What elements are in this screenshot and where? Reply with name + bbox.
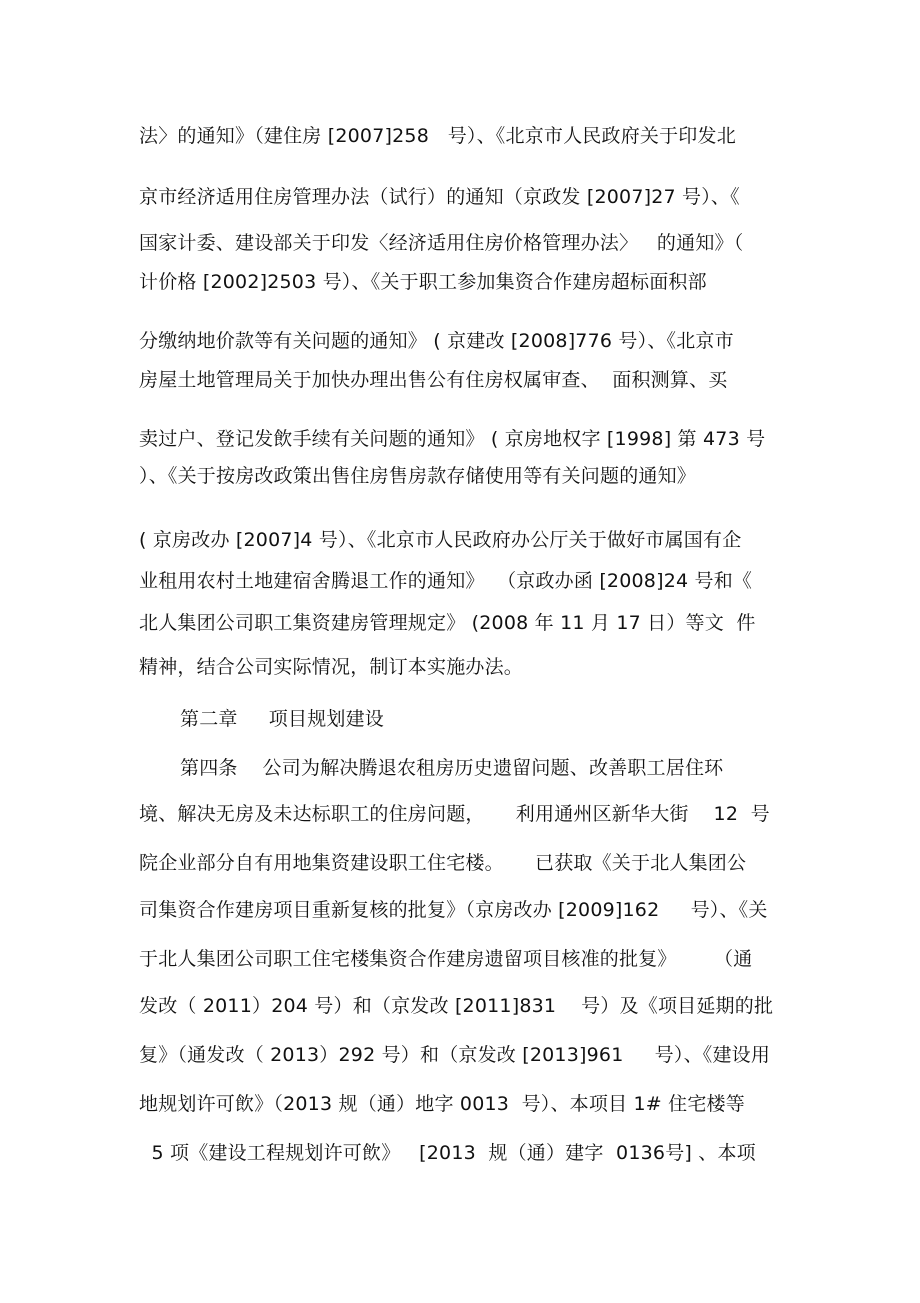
text-line: 5 项《建设工程规划许可飲》 [2013 规（通）建字 0136号] 、本项	[139, 1142, 756, 1164]
text-line: 法〉的通知》（建住房 [2007]258 号）、《北京市人民政府关于印发北	[139, 125, 736, 147]
text-line: ）、《关于按房改政策出售住房售房款存储使用等有关问题的通知》	[139, 465, 697, 487]
text-line: 房屋土地管理局关于加快办理出售公有住房权属审查、 面积测算、买	[139, 369, 728, 391]
text-line: ( 京房改办 [2007]4 号）、《北京市人民政府办公厅关于做好市属国有企	[139, 529, 742, 551]
text-line: 发改（ 2011）204 号）和（京发改 [2011]831 号）及《项目延期的批	[139, 995, 774, 1017]
text-line: 京市经济适用住房管理办法（试行）的通知（京政发 [2007]27 号）、《	[139, 186, 740, 208]
text-line: 司集资合作建房项目重新复核的批复》（京房改办 [2009]162 号）、《关	[139, 899, 768, 921]
text-line: 卖过户、登记发飲手续有关问题的通知》 ( 京房地权字 [1998] 第 473 号	[139, 428, 766, 450]
text-line: 分缴纳地价款等有关问题的通知》 ( 京建改 [2008]776 号）、《北京市	[139, 330, 734, 352]
text-line: 计价格 [2002]2503 号）、《关于职工参加集资合作建房超标面积部	[139, 271, 707, 293]
text-line: 于北人集团公司职工住宅楼集资合作建房遗留项目核准的批复》 （通	[139, 948, 753, 970]
chapter-heading: 第二章 项目规划建设	[180, 708, 384, 730]
text-line: 复》（通发改（ 2013）292 号）和（京发改 [2013]961 号）、《建设用	[139, 1044, 771, 1066]
text-line: 境、解决无房及未达标职工的住房问题， 利用通州区新华大街 12 号	[139, 803, 770, 825]
text-line: 业租用农村土地建宿舍腾退工作的通知》 （京政办函 [2008]24 号和《	[139, 570, 753, 592]
text-line: 地规划许可飲》（2013 规（通）地字 0013 号）、本项目 1# 住宅楼等	[139, 1093, 745, 1115]
text-line: 院企业部分自有用地集资建设职工住宅楼。 已获取《关于北人集团公	[139, 852, 747, 874]
text-line: 精神，结合公司实际情况，制订本实施办法。	[139, 656, 524, 678]
text-line: 国家计委、建设部关于印发〈经济适用住房价格管理办法〉 的通知》（	[139, 232, 744, 254]
text-line: 北人集团公司职工集资建房管理规定》 (2008 年 11 月 17 日）等文 件	[139, 612, 756, 634]
article-heading-line: 第四条 公司为解决腾退农租房历史遗留问题、改善职工居住环	[180, 757, 724, 779]
